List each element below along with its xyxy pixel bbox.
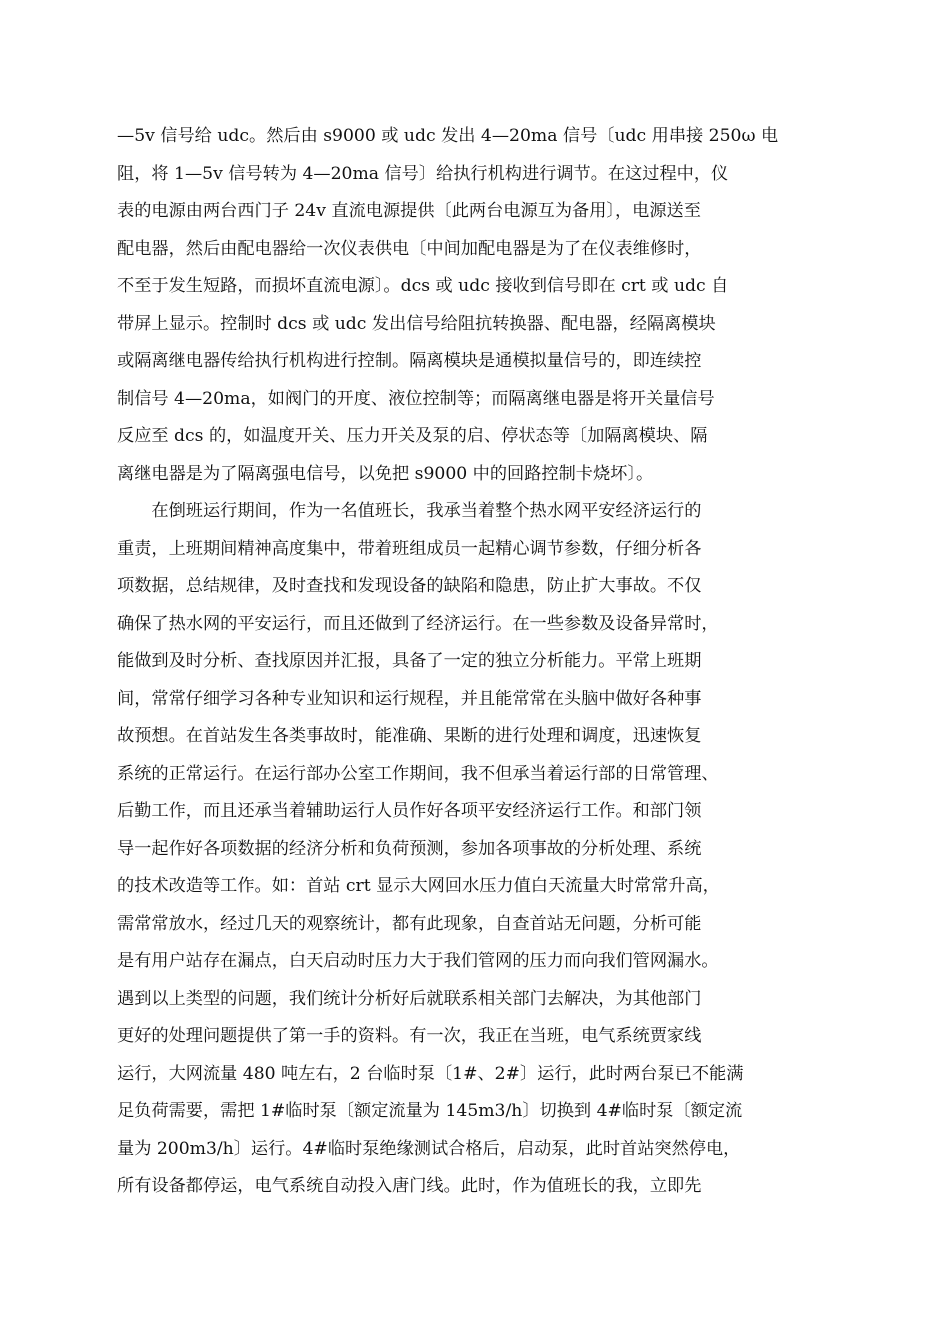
text-line: 表的电源由两台西门子 24v 直流电源提供〔此两台电源互为备用〕，电源送至 bbox=[117, 201, 701, 221]
text-line: 量为 200m3/h〕运行。4#临时泵绝缘测试合格后，启动泵，此时首站突然停电， bbox=[117, 1138, 741, 1159]
text-line: 运行，大网流量 480 吨左右，2 台临时泵〔1#、2#〕运行，此时两台泵已不能满 bbox=[117, 1063, 744, 1084]
text-line: 制信号 4—20ma，如阀门的开度、液位控制等；而隔离继电器是将开关量信号 bbox=[117, 388, 715, 409]
text-line: 的技术改造等工作。如：首站 crt 显示大网回水压力值白天流量大时常常升高， bbox=[117, 876, 720, 896]
text-line: 重责，上班期间精神高度集中，带着班组成员一起精心调节参数，仔细分析各 bbox=[117, 538, 702, 559]
text-line: 系统的正常运行。在运行部办公室工作期间，我不但承当着运行部的日常管理、 bbox=[117, 763, 719, 784]
text-line: 间，常常仔细学习各种专业知识和运行规程，并且能常常在头脑中做好各种事 bbox=[117, 688, 702, 709]
text-line: 需常常放水，经过几天的观察统计，都有此现象，自查首站无问题，分析可能 bbox=[117, 913, 702, 934]
text-line: 反应至 dcs 的，如温度开关、压力开关及泵的启、停状态等〔加隔离模块、隔 bbox=[117, 426, 708, 446]
text-line: 是有用户站存在漏点，白天启动时压力大于我们管网的压力而向我们管网漏水。 bbox=[117, 951, 719, 971]
text-line: 在倒班运行期间，作为一名值班长，我承当着整个热水网平安经济运行的 bbox=[117, 501, 702, 521]
text-line: —5v 信号给 udc。然后由 s9000 或 udc 发出 4—20ma 信号〔udc 用串接 250ω 电 bbox=[117, 126, 779, 146]
text-line: 更好的处理问题提供了第一手的资料。有一次，我正在当班，电气系统贾家线 bbox=[117, 1026, 702, 1046]
text-line: 阻，将 1—5v 信号转为 4—20ma 信号〕给执行机构进行调节。在这过程中，仪 bbox=[117, 163, 729, 184]
text-line: 离继电器是为了隔离强电信号，以免把 s9000 中的回路控制卡烧坏〕。 bbox=[117, 463, 654, 484]
text-line: 确保了热水网的平安运行，而且还做到了经济运行。在一些参数及设备异常时， bbox=[117, 613, 719, 634]
text-line: 能做到及时分析、查找原因并汇报，具备了一定的独立分析能力。平常上班期 bbox=[117, 651, 702, 671]
text-line: 足负荷需要，需把 1#临时泵〔额定流量为 145m3/h〕切换到 4#临时泵〔额定流 bbox=[117, 1101, 743, 1121]
text-line: 或隔离继电器传给执行机构进行控制。隔离模块是通模拟量信号的，即连续控 bbox=[117, 351, 702, 371]
text-line: 所有设备都停运，电气系统自动投入唐门线。此时，作为值班长的我，立即先 bbox=[117, 1176, 702, 1196]
text-line: 配电器，然后由配电器给一次仪表供电〔中间加配电器是为了在仪表维修时， bbox=[117, 238, 702, 259]
text-line: 不至于发生短路，而损坏直流电源〕。dcs 或 udc 接收到信号即在 crt 或 udc 自 bbox=[117, 276, 729, 296]
text-line: 故预想。在首站发生各类事故时，能准确、果断的进行处理和调度，迅速恢复 bbox=[117, 726, 702, 746]
text-line: 遇到以上类型的问题，我们统计分析好后就联系相关部门去解决，为其他部门 bbox=[117, 988, 702, 1009]
text-line: 导一起作好各项数据的经济分析和负荷预测，参加各项事故的分析处理、系统 bbox=[117, 838, 702, 859]
text-line: 后勤工作，而且还承当着辅助运行人员作好各项平安经济运行工作。和部门领 bbox=[117, 801, 702, 821]
text-line: 项数据，总结规律，及时查找和发现设备的缺陷和隐患，防止扩大事故。不仅 bbox=[117, 576, 702, 596]
text-line: 带屏上显示。控制时 dcs 或 udc 发出信号给阻抗转换器、配电器，经隔离模块 bbox=[117, 313, 716, 334]
body-text bbox=[117, 118, 817, 1206]
